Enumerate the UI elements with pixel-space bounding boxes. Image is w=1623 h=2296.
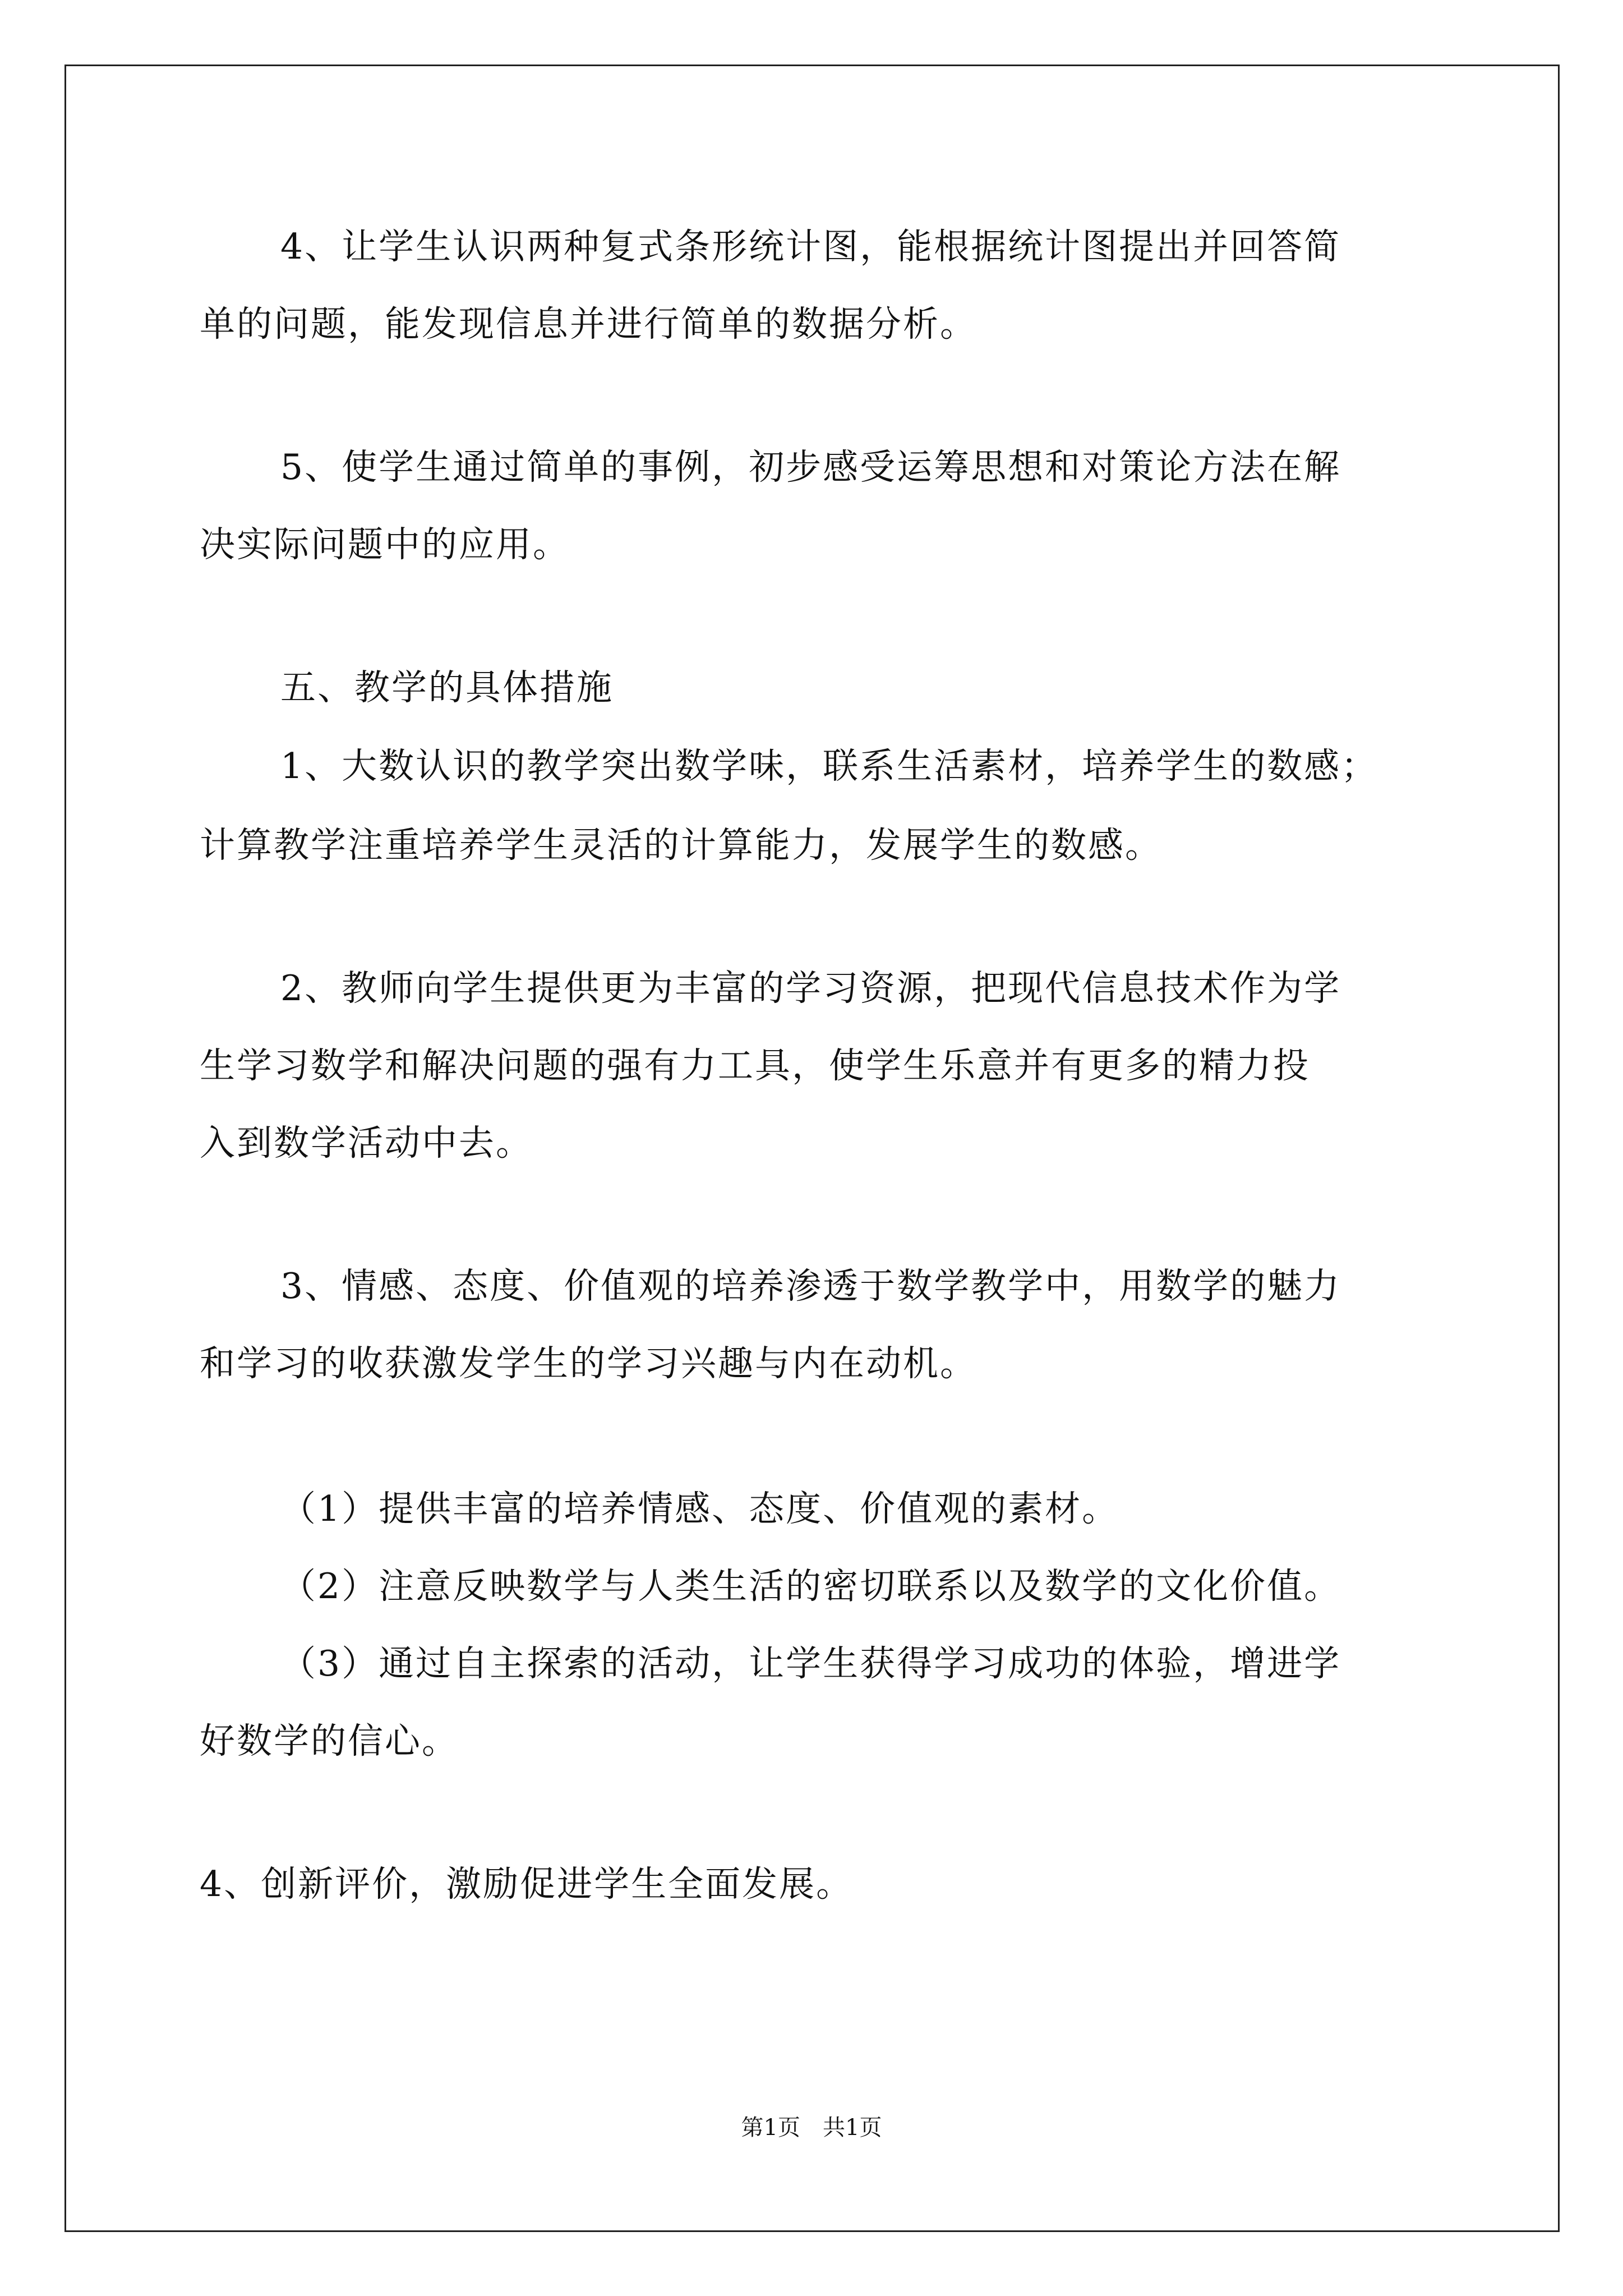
- list-item: （2）注意反映数学与人类生活的密切联系以及数学的文化价值。: [280, 1566, 1341, 1607]
- paragraph-line: 决实际问题中的应用。: [200, 524, 570, 565]
- paragraph-line: 4、创新评价，激励促进学生全面发展。: [200, 1864, 854, 1904]
- paragraph-line: 1、大数认识的教学突出数学味，联系生活素材，培养学生的数感；: [280, 746, 1378, 786]
- list-item: （1）提供丰富的培养情感、态度、价值观的素材。: [280, 1488, 1119, 1529]
- page-total: 共1页: [823, 2115, 882, 2141]
- paragraph-line: 和学习的收获激发学生的学习兴趣与内在动机。: [200, 1343, 977, 1384]
- paragraph-line: 2、教师向学生提供更为丰富的学习资源，把现代信息技术作为学: [280, 968, 1341, 1009]
- paragraph-line: 入到数学活动中去。: [200, 1122, 533, 1163]
- paragraph-line: 生学习数学和解决问题的强有力工具，使学生乐意并有更多的精力投: [200, 1045, 1310, 1086]
- paragraph-line: 计算教学注重培养学生灵活的计算能力，发展学生的数感。: [200, 825, 1162, 866]
- list-item: （3）通过自主探索的活动，让学生获得学习成功的体验，增进学: [280, 1643, 1341, 1684]
- paragraph-line: 4、让学生认识两种复式条形统计图，能根据统计图提出并回答简: [280, 226, 1341, 267]
- page-footer: [0, 2114, 1623, 2142]
- list-item: 好数学的信心。: [200, 1720, 459, 1761]
- paragraph-line: 3、情感、态度、价值观的培养渗透于数学教学中，用数学的魅力: [280, 1266, 1341, 1306]
- paragraph-line: 单的问题，能发现信息并进行简单的数据分析。: [200, 303, 977, 344]
- paragraph-line: 5、使学生通过简单的事例，初步感受运筹思想和对策论方法在解: [280, 447, 1341, 487]
- section-heading: 五、教学的具体措施: [280, 667, 614, 708]
- page-number: 第1页: [741, 2115, 800, 2141]
